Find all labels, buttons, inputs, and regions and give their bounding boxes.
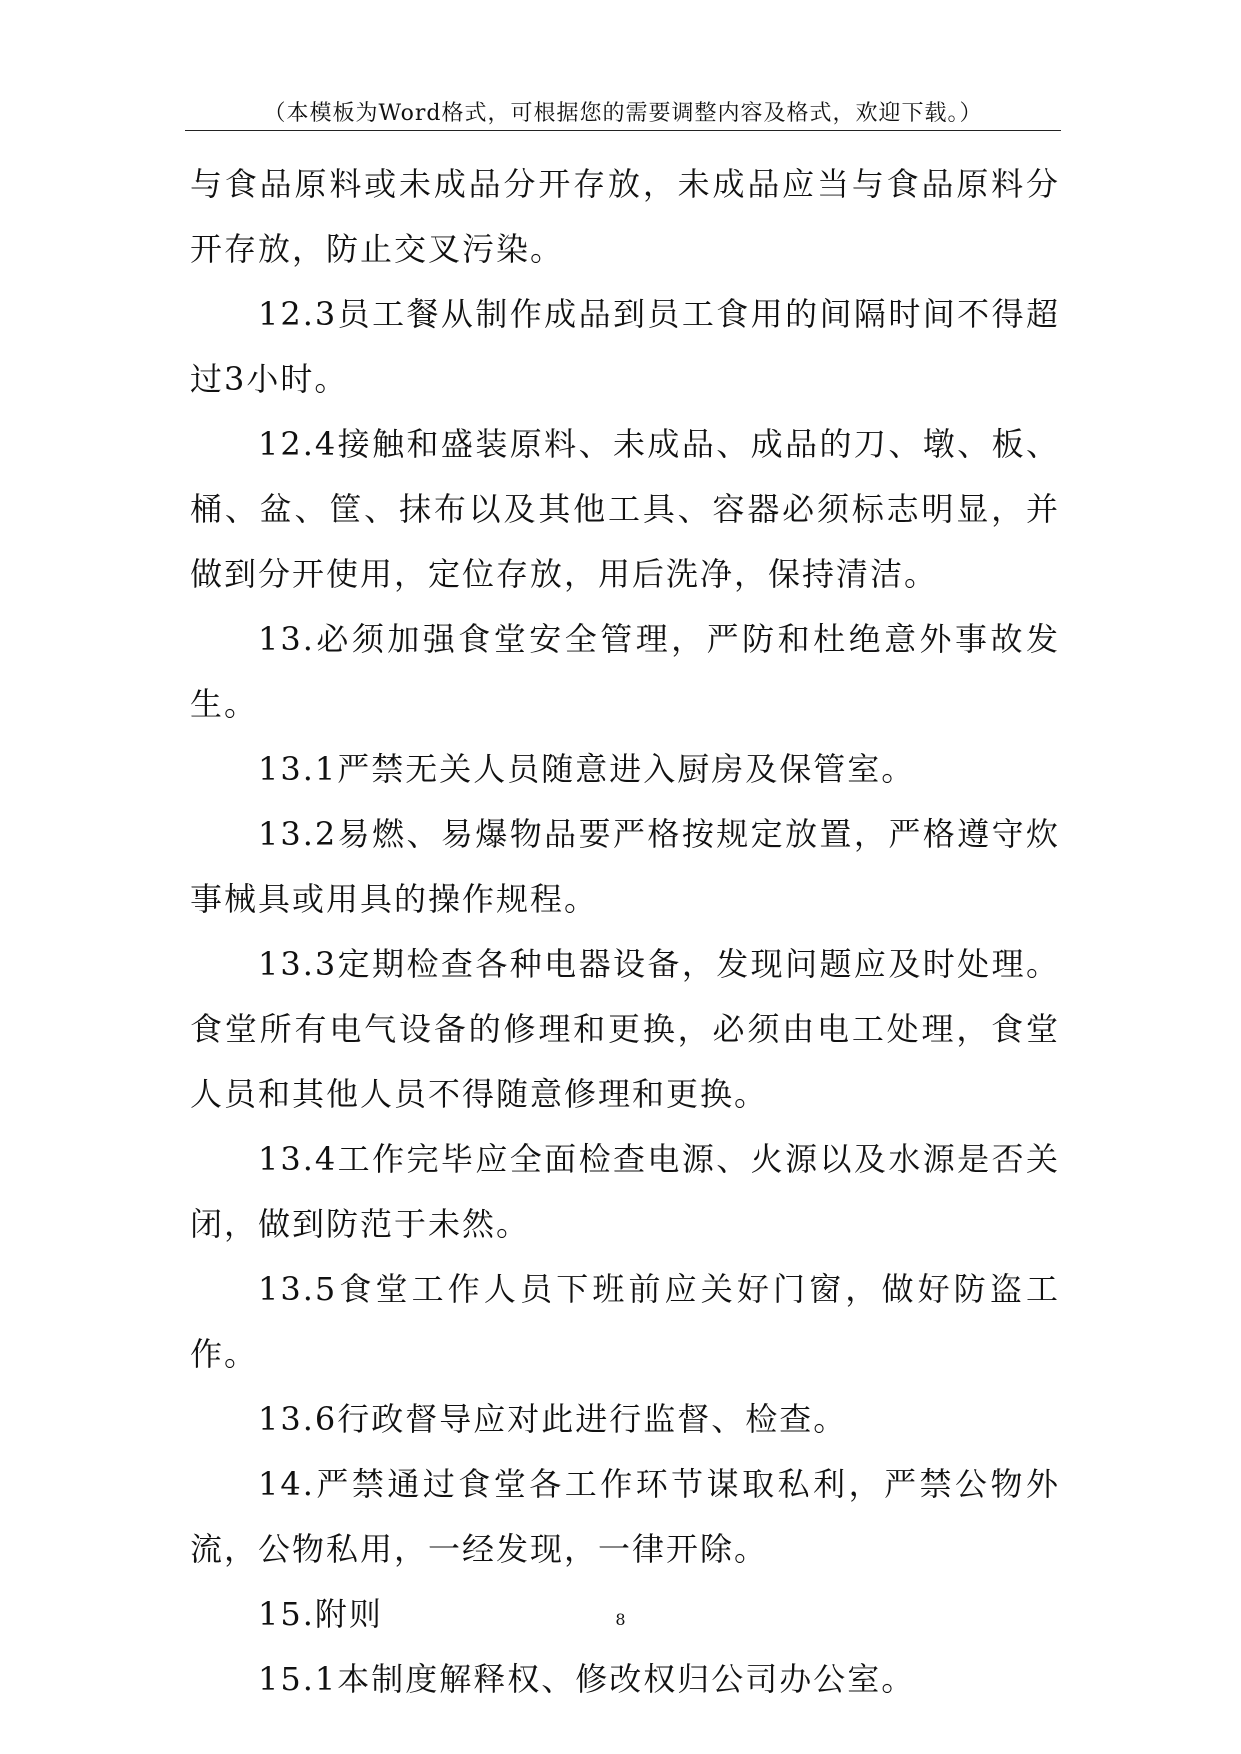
paragraph: 13.5食堂工作人员下班前应关好门窗，做好防盗工作。 [190, 1270, 1060, 1373]
paragraph: 14.严禁通过食堂各工作环节谋取私利，严禁公物外流，公物私用，一经发现，一律开除。 [190, 1465, 1060, 1568]
page-number: 8 [615, 1610, 626, 1629]
paragraph: 13.3定期检查各种电器设备，发现问题应及时处理。食堂所有电气设备的修理和更换，必须由电工处理，食堂人员和其他人员不得随意修理和更换。 [190, 945, 1060, 1113]
document-body [190, 152, 1060, 1712]
header-divider [185, 130, 1061, 131]
paragraph: 与食品原料或未成品分开存放，未成品应当与食品原料分开存放，防止交叉污染。 [190, 165, 1060, 268]
page-header: （本模板为Word格式，可根据您的需要调整内容及格式，欢迎下载。） [263, 101, 983, 126]
paragraph: 13.必须加强食堂安全管理，严防和杜绝意外事故发生。 [190, 620, 1060, 723]
paragraph: 15.附则 [258, 1595, 383, 1633]
paragraph: 13.1严禁无关人员随意进入厨房及保管室。 [258, 750, 916, 788]
paragraph: 12.3员工餐从制作成品到员工食用的间隔时间不得超过3小时。 [190, 295, 1060, 398]
paragraph: 13.4工作完毕应全面检查电源、火源以及水源是否关闭，做到防范于未然。 [190, 1140, 1060, 1243]
paragraph: 13.2易燃、易爆物品要严格按规定放置，严格遵守炊事械具或用具的操作规程。 [190, 815, 1060, 918]
paragraph: 12.4接触和盛装原料、未成品、成品的刀、墩、板、桶、盆、筐、抹布以及其他工具、容器必须标志明显，并做到分开使用，定位存放，用后洗净，保持清洁。 [190, 425, 1060, 593]
paragraph: 15.1本制度解释权、修改权归公司办公室。 [258, 1660, 916, 1698]
paragraph: 13.6行政督导应对此进行监督、检查。 [258, 1400, 848, 1438]
